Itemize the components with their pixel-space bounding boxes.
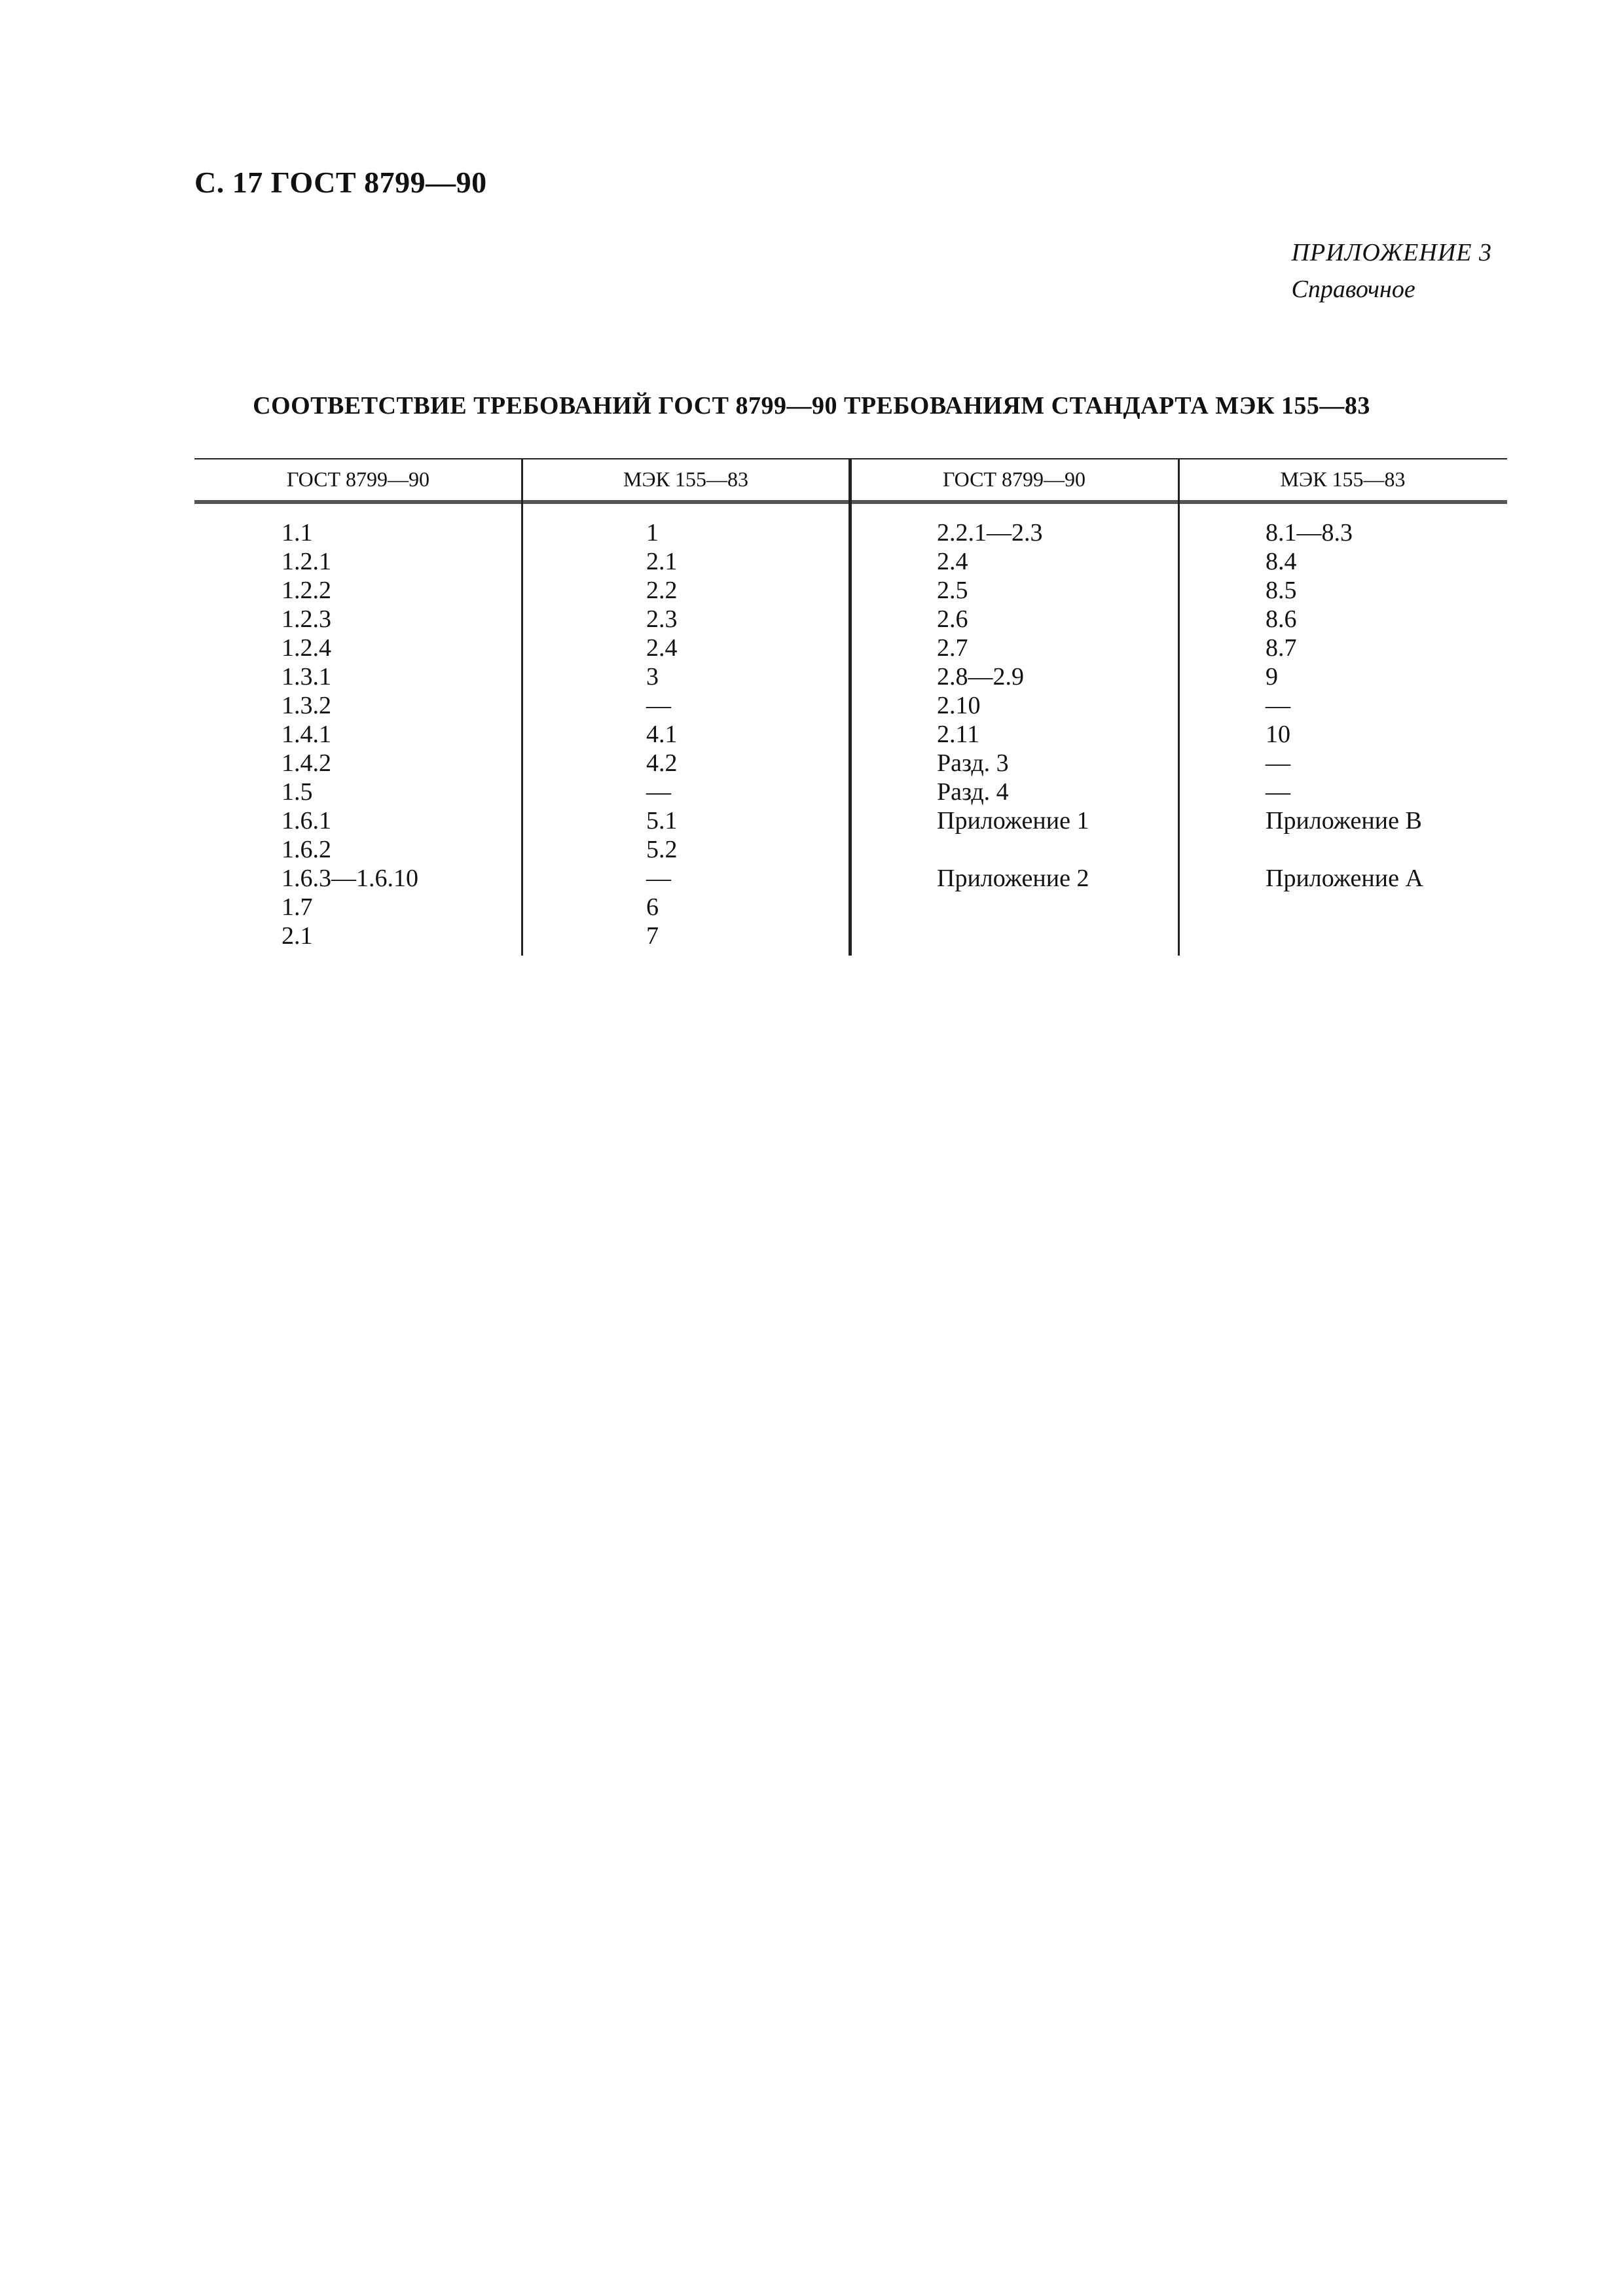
- table-cell: Разд. 4: [937, 778, 1009, 806]
- table-cell: 1: [646, 519, 659, 547]
- table-cell: 1.4.1: [282, 721, 331, 748]
- table-cell: —: [646, 692, 671, 719]
- table-cell: 2.4: [646, 634, 678, 662]
- table-title: СООТВЕТСТВИЕ ТРЕБОВАНИЙ ГОСТ 8799—90 ТРЕБОВАНИЯМ СТАНДАРТА МЭК 155—83: [253, 392, 1370, 420]
- table-cell: 5.2: [646, 836, 678, 863]
- column-separator: [521, 458, 523, 956]
- column-cells: [646, 518, 678, 950]
- column-iec-right: [1178, 458, 1507, 956]
- table-cell: 8.1—8.3: [1266, 519, 1353, 547]
- table-cell: [937, 893, 1089, 922]
- table-cell: [937, 922, 1089, 950]
- column-header: ГОСТ 8799—90: [286, 467, 430, 491]
- table-cell: 1.6.2: [282, 836, 331, 863]
- table-cell: 8.6: [1266, 605, 1297, 633]
- table-cell: Приложение 2: [937, 865, 1089, 892]
- table-cell: [1266, 922, 1423, 950]
- table-cell: 4.1: [646, 721, 678, 748]
- table-cell: 1.7: [282, 893, 313, 921]
- table-cell: 2.11: [937, 721, 980, 748]
- appendix-label: ПРИЛОЖЕНИЕ 3: [1291, 239, 1492, 266]
- table-cell: 3: [646, 663, 659, 691]
- table-cell: Разд. 3: [937, 749, 1009, 777]
- table-cell: 10: [1266, 721, 1290, 748]
- table-cell: Приложение В: [1266, 807, 1422, 834]
- column-header: ГОСТ 8799—90: [942, 467, 1086, 491]
- column-cells: [937, 518, 1089, 950]
- table-cell: 1.2.4: [282, 634, 331, 662]
- appendix-status: Справочное: [1291, 276, 1415, 303]
- table-cell: 1.3.1: [282, 663, 331, 691]
- table-cell: 9: [1266, 663, 1278, 691]
- table-cell: [1266, 893, 1423, 922]
- table-cell: Приложение 1: [937, 807, 1089, 834]
- table-cell: —: [1266, 778, 1290, 806]
- table-cell: —: [1266, 692, 1290, 719]
- column-header: МЭК 155—83: [623, 467, 748, 491]
- table-cell: 6: [646, 893, 659, 921]
- table-cell: 2.5: [937, 577, 968, 604]
- column-separator: [1178, 458, 1180, 956]
- table-cell: 2.2.1—2.3: [937, 519, 1043, 547]
- table-cell: 2.4: [937, 548, 968, 575]
- table-cell: 1.6.1: [282, 807, 331, 834]
- table-cell: 8.4: [1266, 548, 1297, 575]
- table-cell: 2.1: [282, 922, 313, 950]
- table-cell: 1.4.2: [282, 749, 331, 777]
- table-cell: —: [646, 778, 671, 806]
- column-header: МЭК 155—83: [1280, 467, 1406, 491]
- table-cell: 2.10: [937, 692, 981, 719]
- table-cell: 2.7: [937, 634, 968, 662]
- table-cell: 1.2.1: [282, 548, 331, 575]
- table-cell: 8.7: [1266, 634, 1297, 662]
- column-iec-left: [522, 458, 850, 956]
- table-cell: 8.5: [1266, 577, 1297, 604]
- table-cell: [1266, 835, 1423, 864]
- table-cell: 1.2.3: [282, 605, 331, 633]
- column-gost-right: [850, 458, 1178, 956]
- correspondence-table: [194, 458, 1507, 956]
- table-cell: 1.5: [282, 778, 313, 806]
- column-cells: [282, 518, 418, 950]
- table-cell: 7: [646, 922, 659, 950]
- table-cell: 2.1: [646, 548, 678, 575]
- table-cell: 5.1: [646, 807, 678, 834]
- appendix-block: [1292, 234, 1492, 308]
- table-cell: 4.2: [646, 749, 678, 777]
- table-cell: [937, 835, 1089, 864]
- table-cell: 2.3: [646, 605, 678, 633]
- table-cell: —: [646, 865, 671, 892]
- page-header: С. 17 ГОСТ 8799—90: [194, 166, 487, 199]
- column-gost-left: [194, 458, 522, 956]
- table-cell: 2.6: [937, 605, 968, 633]
- table-cell: 2.2: [646, 577, 678, 604]
- table-cell: 1.6.3—1.6.10: [282, 865, 418, 892]
- table-cell: —: [1266, 749, 1290, 777]
- table-cell: 2.8—2.9: [937, 663, 1024, 691]
- column-separator-thick: [848, 458, 852, 956]
- table-cell: Приложение А: [1266, 865, 1423, 892]
- table-cell: 1.1: [282, 519, 313, 547]
- column-cells: [1266, 518, 1423, 950]
- table-cell: 1.2.2: [282, 577, 331, 604]
- table-cell: 1.3.2: [282, 692, 331, 719]
